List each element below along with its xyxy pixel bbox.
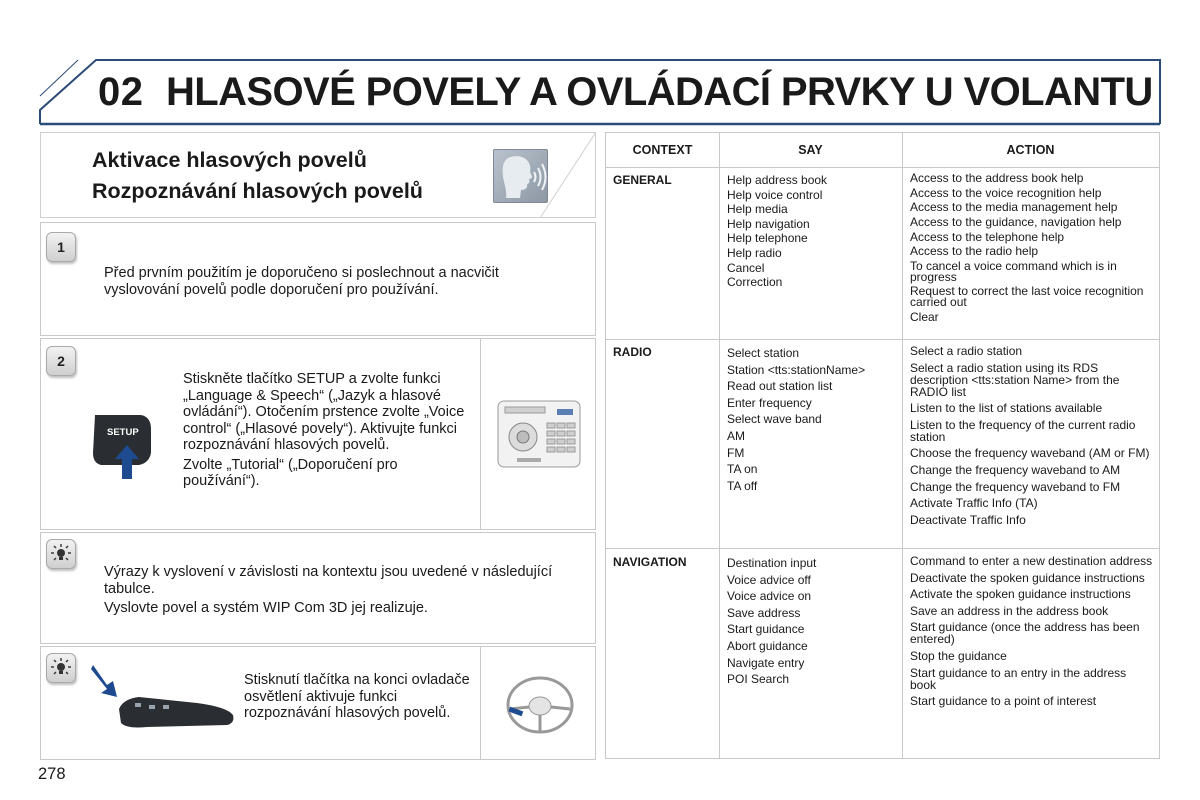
action-list-radio	[910, 345, 1160, 526]
step-1-box	[40, 222, 596, 336]
row-divider	[606, 548, 1159, 549]
step-2-box	[40, 338, 481, 530]
row-divider	[606, 167, 1159, 168]
action-list-navigation	[910, 555, 1160, 707]
say-list-navigation	[727, 555, 897, 688]
say-item: Help radio	[727, 245, 782, 260]
action-item: Choose the frequency waveband (AM or FM)	[910, 446, 1150, 461]
section-title: Aktivace hlasových povelů	[92, 148, 367, 172]
step-2-paragraph: Zvolte „Tutorial“ („Doporučení pro používání“).	[183, 456, 398, 489]
action-item: Access to the media management help	[910, 200, 1118, 215]
action-item: Save an address in the address book	[910, 603, 1109, 618]
say-item: Help navigation	[727, 216, 810, 231]
action-item: Select a radio station using its RDS description <tts:station Name> from the RADIO list	[910, 360, 1120, 399]
setup-button-label: SETUP	[107, 427, 139, 438]
step-1-badge: 1	[46, 232, 76, 262]
tip-2-text: Stisknutí tlačítka na konci ovladače osvětlení aktivuje funkci rozpoznávání hlasových povelů.	[244, 672, 470, 721]
action-item: Clear	[910, 309, 939, 324]
chapter-title: HLASOVÉ POVELY A OVLÁDACÍ PRVKY U VOLANTU	[166, 70, 1153, 114]
action-item: Request to correct the last voice recognition carried out	[910, 284, 1144, 309]
page-number: 278	[38, 765, 66, 783]
action-item: Change the frequency waveband to AM	[910, 462, 1121, 477]
header-action: ACTION	[1006, 143, 1055, 157]
action-item: Command to enter a new destination address	[910, 554, 1153, 568]
radio-unit-icon	[497, 395, 581, 475]
say-list-radio	[727, 345, 897, 494]
say-item: Enter frequency	[727, 395, 812, 410]
say-item: Read out station list	[727, 379, 833, 394]
action-item: Activate the spoken guidance instructions	[910, 587, 1131, 602]
say-item: Cancel	[727, 260, 765, 275]
lighting-stalk-illustration	[87, 663, 237, 743]
action-item: Select a radio station	[910, 344, 1023, 358]
say-item: Abort guidance	[727, 638, 808, 653]
tip-1-paragraph: Vyslovte povel a systém WIP Com 3D jej realizuje.	[104, 600, 428, 616]
say-item: Help address book	[727, 173, 828, 187]
action-item: Deactivate the spoken guidance instructions	[910, 570, 1145, 585]
setup-button-illustration	[89, 411, 163, 483]
say-item: TA on	[727, 462, 758, 477]
say-item: AM	[727, 428, 745, 443]
action-item: Listen to the list of stations available	[910, 401, 1103, 416]
column-divider	[719, 133, 720, 758]
say-item: Correction	[727, 275, 783, 290]
say-item: Start guidance	[727, 622, 805, 637]
action-item: Stop the guidance	[910, 648, 1007, 663]
action-item: Access to the telephone help	[910, 229, 1065, 244]
say-item: Destination input	[727, 556, 817, 570]
action-item: Start guidance to a point of interest	[910, 694, 1097, 709]
action-item: To cancel a voice command which is in progress	[910, 259, 1117, 284]
say-item: Help voice control	[727, 187, 823, 202]
action-item: Access to the radio help	[910, 244, 1039, 259]
action-item: Access to the guidance, navigation help	[910, 215, 1122, 230]
chapter-header	[0, 0, 1200, 130]
intro-box	[40, 132, 596, 218]
tip-1-box	[40, 532, 596, 644]
tip-lightbulb-icon	[46, 653, 76, 683]
say-item: Select wave band	[727, 412, 822, 427]
say-item: Help media	[727, 202, 788, 217]
tip-1-paragraph: Výrazy k vyslovení v závislosti na kontextu jsou uvedené v následující tabulce.	[104, 564, 553, 597]
say-item: FM	[727, 445, 745, 460]
say-item: Station <tts:stationName>	[727, 362, 866, 377]
say-item: Navigate entry	[727, 655, 805, 670]
tip-1-text	[104, 564, 574, 617]
header-context: CONTEXT	[632, 143, 693, 157]
say-item: Select station	[727, 346, 800, 360]
action-list-general	[910, 173, 1160, 322]
section-subtitle: Rozpoznávání hlasových povelů	[92, 179, 423, 203]
action-item: Start guidance to an entry in the address book	[910, 665, 1127, 692]
steering-wheel-image-box	[480, 646, 596, 760]
action-item: Activate Traffic Info (TA)	[910, 496, 1038, 511]
say-item: POI Search	[727, 672, 790, 687]
action-item: Access to the address book help	[910, 171, 1084, 185]
say-item: Voice advice off	[727, 572, 811, 587]
chapter-number: 02	[98, 70, 144, 114]
action-item: Deactivate Traffic Info	[910, 512, 1026, 527]
context-radio: RADIO	[613, 345, 652, 359]
say-list-general	[727, 173, 897, 290]
context-navigation: NAVIGATION	[613, 555, 687, 569]
step-1-text: Před prvním použitím je doporučeno si poslechnout a nacvičit vyslovování povelů podle doporučení pro používání.	[104, 265, 499, 298]
header-say: SAY	[798, 143, 823, 157]
action-item: Access to the voice recognition help	[910, 185, 1102, 200]
action-item: Listen to the frequency of the current radio station	[910, 417, 1136, 444]
tip-2-box	[40, 646, 481, 760]
intro-corner-lines	[540, 132, 596, 218]
step-2-paragraph: Stiskněte tlačítko SETUP a zvolte funkci „Language & Speech“ („Jazyk a hlasové ovládání“). Otočením prstence zvolte „Voice control“ („Hlasové povely“). Aktivujte funkci rozpoznávání hlasových povelů.	[183, 371, 465, 453]
say-item: Save address	[727, 605, 801, 620]
column-divider	[902, 133, 903, 758]
radio-unit-image-box	[480, 338, 596, 530]
step-2-text	[183, 371, 473, 490]
voice-commands-table	[605, 132, 1160, 759]
steering-wheel-icon	[505, 675, 575, 735]
action-item: Start guidance (once the address has been entered)	[910, 620, 1140, 647]
say-item: Help telephone	[727, 231, 808, 246]
action-item: Change the frequency waveband to FM	[910, 479, 1121, 494]
say-item: Voice advice on	[727, 589, 812, 604]
step-2-badge: 2	[46, 346, 76, 376]
context-general: GENERAL	[613, 173, 672, 187]
say-item: TA off	[727, 478, 758, 493]
row-divider	[606, 339, 1159, 340]
tip-lightbulb-icon	[46, 539, 76, 569]
